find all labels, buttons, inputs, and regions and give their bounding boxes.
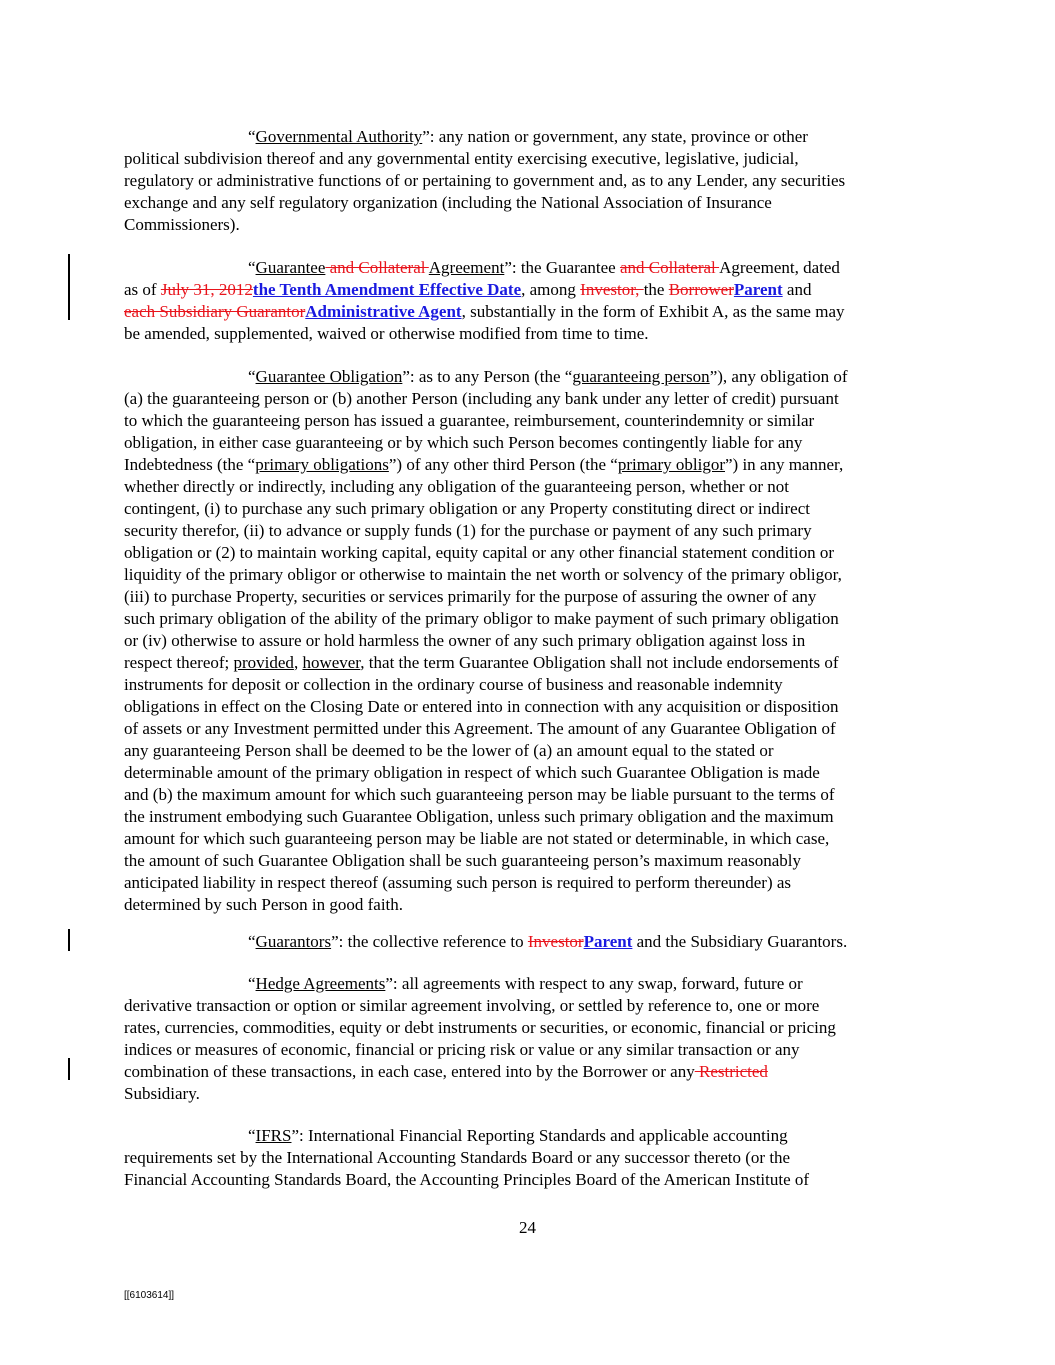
text-line: political subdivision thereof and any governmental entity exercising executive, legislative, judicial, xyxy=(124,149,799,168)
defined-term: Governmental Authority xyxy=(255,127,423,146)
text-line: regulatory or administrative functions of or pertaining to government and, as to any Lender, any securities xyxy=(124,171,846,190)
change-bar xyxy=(68,1058,70,1080)
text-line: to which the guaranteeing person has issued a guarantee, reimbursement, counterindemnity or similar xyxy=(124,411,815,430)
deleted-text: Investor, xyxy=(580,280,644,299)
text-line: determined by such Person in good faith. xyxy=(124,895,404,914)
defined-term: Guarantee Obligation xyxy=(255,367,403,386)
defined-term: Guarantee xyxy=(255,258,326,277)
emphasis-term: however xyxy=(302,653,361,672)
deleted-text: Borrower xyxy=(668,280,734,299)
text-line: be amended, supplemented, waived or otherwise modified from time to time. xyxy=(124,324,649,343)
page-number: 24 xyxy=(519,1218,536,1237)
text-line: security therefor, (ii) to advance or supply funds (1) for the purchase or payment of any such primary xyxy=(124,521,812,540)
text-line: amount for which such guaranteeing person may be liable are not stated or determinable, in which case, xyxy=(124,829,830,848)
defined-term: primary obligor xyxy=(617,455,725,474)
definition-guarantee-obligation: “Guarantee Obligation”: as to any Person (the “guaranteeing person”), any obligation of xyxy=(248,367,848,386)
text-line: anticipated liability in respect thereof (assuming such person is required to perform thereunder) as xyxy=(124,873,792,892)
text-line: liquidity of the primary obligor or otherwise to maintain the net worth or solvency of the primary obligor, xyxy=(124,565,842,584)
text-line: requirements set by the International Accounting Standards Board or any successor thereto (or the xyxy=(124,1148,791,1167)
deleted-text: July 31, 2012 xyxy=(160,280,253,299)
inserted-text: Parent xyxy=(583,932,633,951)
inserted-text: Administrative Agent xyxy=(305,302,462,321)
text-line: such primary obligation of the ability of the primary obligor to make payment of such primary obligation xyxy=(124,609,839,628)
deleted-text: and Collateral xyxy=(619,258,720,277)
text-line: any guaranteeing Person shall be deemed to be the lower of (a) an amount equal to the stated or xyxy=(124,741,774,760)
text-line: combination of these transactions, in each case, entered into by the Borrower or any Restricted xyxy=(124,1062,768,1081)
defined-term: Agreement xyxy=(428,258,505,277)
text-line: respect thereof; provided, however, that the term Guarantee Obligation shall not include endorsements of xyxy=(124,653,839,672)
text-line: obligation, in either case guaranteeing or by which such Person becomes contingently liable for any xyxy=(124,433,803,452)
text-line: Financial Accounting Standards Board, the Accounting Principles Board of the American Institute of xyxy=(124,1170,810,1189)
defined-term: Guarantors xyxy=(255,932,332,951)
defined-term: IFRS xyxy=(255,1126,292,1145)
text-line: or (iv) otherwise to assure or hold harmless the owner of any such primary obligation against loss in xyxy=(124,631,806,650)
text-line: the amount of such Guarantee Obligation shall be such guaranteeing person’s maximum reasonably xyxy=(124,851,801,870)
definition-guarantee-agreement: “Guarantee and Collateral Agreement”: the Guarantee and Collateral Agreement, dated xyxy=(248,258,840,277)
text-line: of assets or any Investment permitted under this Agreement. The amount of any Guarantee Obligation of xyxy=(124,719,836,738)
change-bar xyxy=(68,929,70,951)
text-line: contingent, (i) to purchase any such primary obligation or any Property constituting direct or indirect xyxy=(124,499,810,518)
text-line: obligation or (2) to maintain working capital, equity capital or any other financial statement condition or xyxy=(124,543,835,562)
text-line: determinable amount of the primary obligation in respect of which such Guarantee Obligation is made xyxy=(124,763,820,782)
defined-term: Hedge Agreements xyxy=(255,974,386,993)
deleted-text: each Subsidiary Guarantor xyxy=(124,302,306,321)
text-line: and (b) the maximum amount for which such guaranteeing person may be liable pursuant to the terms of xyxy=(124,785,835,804)
text-line: as of July 31, 2012the Tenth Amendment Effective Date, among Investor, the BorrowerParent and xyxy=(124,280,812,299)
text-line: exchange and any self regulatory organization (including the National Association of Insurance xyxy=(124,193,772,212)
text-line: Subsidiary. xyxy=(124,1084,200,1103)
defined-term: guaranteeing person xyxy=(572,367,710,386)
text-line: instruments for deposit or collection in the ordinary course of business and reasonable indemnity xyxy=(124,675,783,694)
text-line: the instrument embodying such Guarantee Obligation, unless such primary obligation and the maximum xyxy=(124,807,834,826)
text-line: indices or measures of economic, financial or pricing risk or value or any similar transaction or any xyxy=(124,1040,800,1059)
deleted-text: Investor xyxy=(527,932,584,951)
deleted-text: and Collateral xyxy=(325,258,429,277)
definition-ifrs: “IFRS”: International Financial Reporting Standards and applicable accounting xyxy=(248,1126,788,1145)
text-line: Commissioners). xyxy=(124,215,240,234)
text-line: whether directly or indirectly, including any obligation of the guaranteeing person, whether or not xyxy=(124,477,790,496)
definition-guarantors: “Guarantors”: the collective reference to InvestorParent and the Subsidiary Guarantors. xyxy=(248,932,848,951)
text-line: (a) the guaranteeing person or (b) another Person (including any bank under any letter of credit) pursuant xyxy=(124,389,839,408)
defined-term: primary obligations xyxy=(255,455,389,474)
text-line: derivative transaction or option or similar agreement involving, or settled by reference to, one or more xyxy=(124,996,820,1015)
inserted-text: Parent xyxy=(733,280,783,299)
definition-governmental-authority: “Governmental Authority”: any nation or government, any state, province or other xyxy=(248,127,808,146)
change-bar xyxy=(68,254,70,320)
emphasis-term: provided xyxy=(233,653,294,672)
text-line: (iii) to purchase Property, securities or services primarily for the purpose of assuring the owner of any xyxy=(124,587,817,606)
text-line: each Subsidiary GuarantorAdministrative Agent, substantially in the form of Exhibit A, as the same may xyxy=(124,302,845,321)
deleted-text: Restricted xyxy=(694,1062,768,1081)
text-line: Indebtedness (the “primary obligations”) of any other third Person (the “primary obligor”) in any manner, xyxy=(124,455,844,474)
text-line: obligations in effect on the Closing Date or entered into in connection with any acquisition or disposition xyxy=(124,697,839,716)
text-line: rates, currencies, commodities, equity or debt instruments or securities, or economic, financial or pricing xyxy=(124,1018,836,1037)
document-id: [[6103614]] xyxy=(124,1290,175,1301)
inserted-text: the Tenth Amendment Effective Date xyxy=(252,280,522,299)
definition-hedge-agreements: “Hedge Agreements”: all agreements with respect to any swap, forward, future or xyxy=(248,974,803,993)
